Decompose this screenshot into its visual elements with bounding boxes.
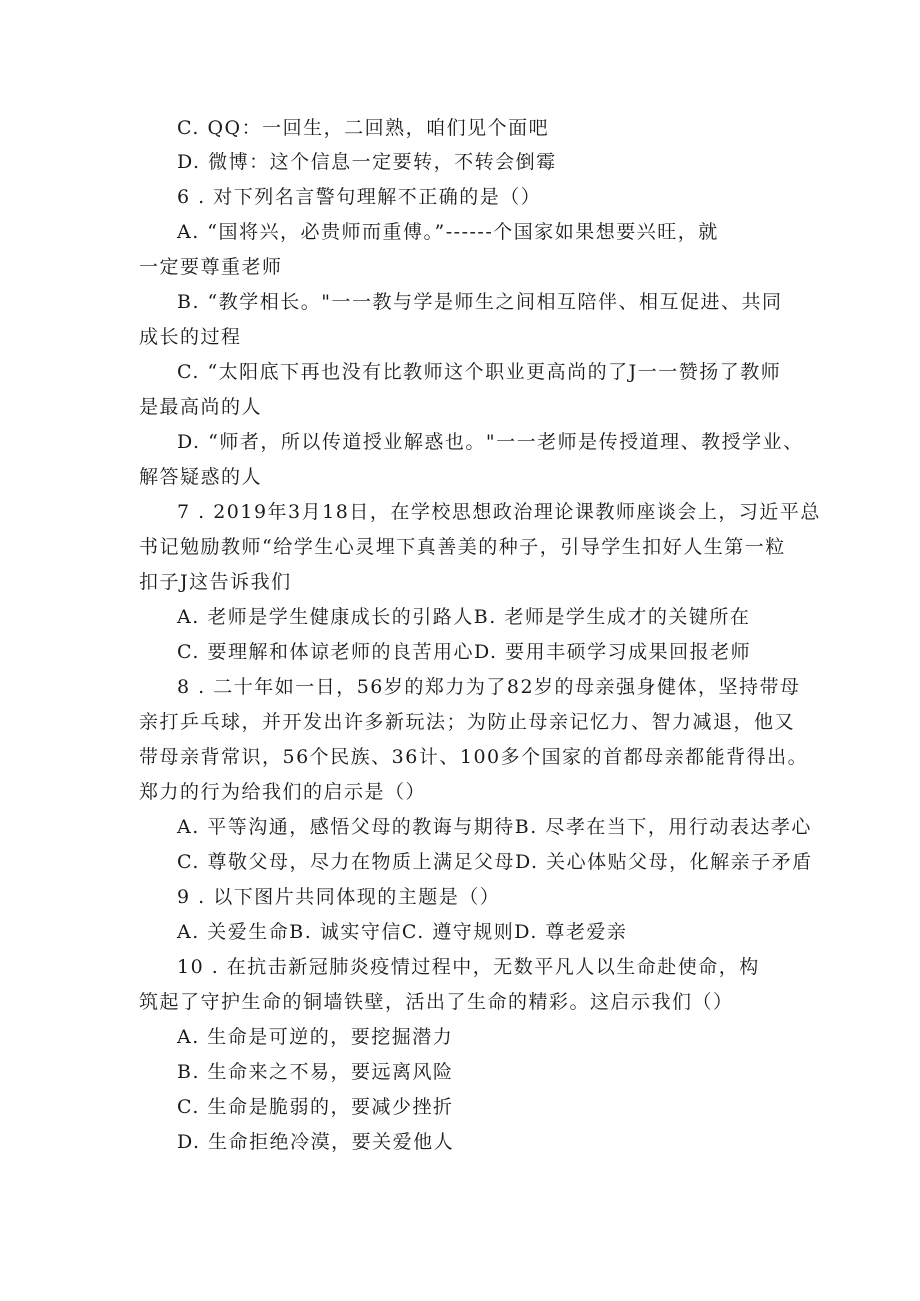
question-7-stem-cont-2: 扣子J这告诉我们 (139, 571, 292, 593)
question-10-option-a: A. 生命是可逆的，要挖掘潜力 (177, 1026, 454, 1048)
question-7-options-ab: A. 老师是学生健康成长的引路人B. 老师是学生成才的关键所在 (177, 606, 751, 628)
question-7-stem: 7 . 2019年3月18日，在学校思想政治理论课教师座谈会上，习近平总 (177, 501, 821, 523)
question-6-option-b-cont: 成长的过程 (139, 326, 242, 348)
question-10-option-d: D. 生命拒绝冷漠，要关爱他人 (177, 1131, 455, 1153)
question-8-stem: 8 . 二十年如一日，56岁的郑力为了82岁的母亲强身健体，坚持带母 (177, 676, 801, 698)
question-6-option-c-cont: 是最高尚的人 (139, 396, 263, 418)
question-10-option-c: C. 生命是脆弱的，要减少挫折 (177, 1096, 454, 1118)
question-10-stem: 10 . 在抗击新冠肺炎疫情过程中，无数平凡人以生命赴使命，构 (177, 956, 760, 978)
question-7-stem-cont-1: 书记勉励教师“给学生心灵埋下真善美的种子，引导学生扣好人生第一粒 (139, 536, 786, 558)
option-d-weibo: D. 微博：这个信息一定要转，不转会倒霉 (177, 151, 557, 173)
question-10-stem-cont: 筑起了守护生命的铜墙铁壁，活出了生命的精彩。这启示我们（） (139, 991, 734, 1013)
question-6-option-d: D. “师者，所以传道授业解惑也。"一一老师是传授道理、教授学业、 (177, 431, 804, 453)
option-c-qq: C. QQ：一回生，二回熟，咱们见个面吧 (177, 117, 550, 139)
question-8-stem-cont-1: 亲打乒乓球，并开发出许多新玩法；为防止母亲记忆力、智力减退，他又 (139, 711, 796, 733)
question-6-option-a-cont: 一定要尊重老师 (139, 256, 283, 278)
question-6-option-d-cont: 解答疑惑的人 (139, 466, 263, 488)
question-6-option-a: A. “国将兴，必贵师而重傅。”------个国家如果想要兴旺，就 (177, 221, 719, 243)
question-10-option-b: B. 生命来之不易，要远离风险 (177, 1061, 454, 1083)
question-6-option-b: B. “教学相长。"一一教与学是师生之间相互陪伴、相互促进、共同 (177, 291, 783, 313)
question-7-options-cd: C. 要理解和体谅老师的良苦用心D. 要用丰硕学习成果回报老师 (177, 641, 752, 663)
question-9-stem: 9 . 以下图片共同体现的主题是（） (177, 886, 501, 908)
question-8-stem-cont-2: 带母亲背常识，56个民族、36计、100多个国家的首都母亲都能背得出。 (139, 746, 809, 768)
question-6-option-c: C. “太阳底下再也没有比教师这个职业更高尚的了J一一赞扬了教师 (177, 361, 782, 383)
question-8-options-cd: C. 尊敬父母，尽力在物质上满足父母D. 关心体贴父母，化解亲子矛盾 (177, 851, 813, 873)
question-9-options: A. 关爱生命B. 诚实守信C. 遵守规则D. 尊老爱亲 (177, 921, 628, 943)
question-8-options-ab: A. 平等沟通，感悟父母的教诲与期待B. 尽孝在当下，用行动表达孝心 (177, 816, 812, 838)
question-6-stem: 6 . 对下列名言警句理解不正确的是（） (177, 186, 542, 208)
question-8-stem-cont-3: 郑力的行为给我们的启示是（） (139, 781, 427, 803)
